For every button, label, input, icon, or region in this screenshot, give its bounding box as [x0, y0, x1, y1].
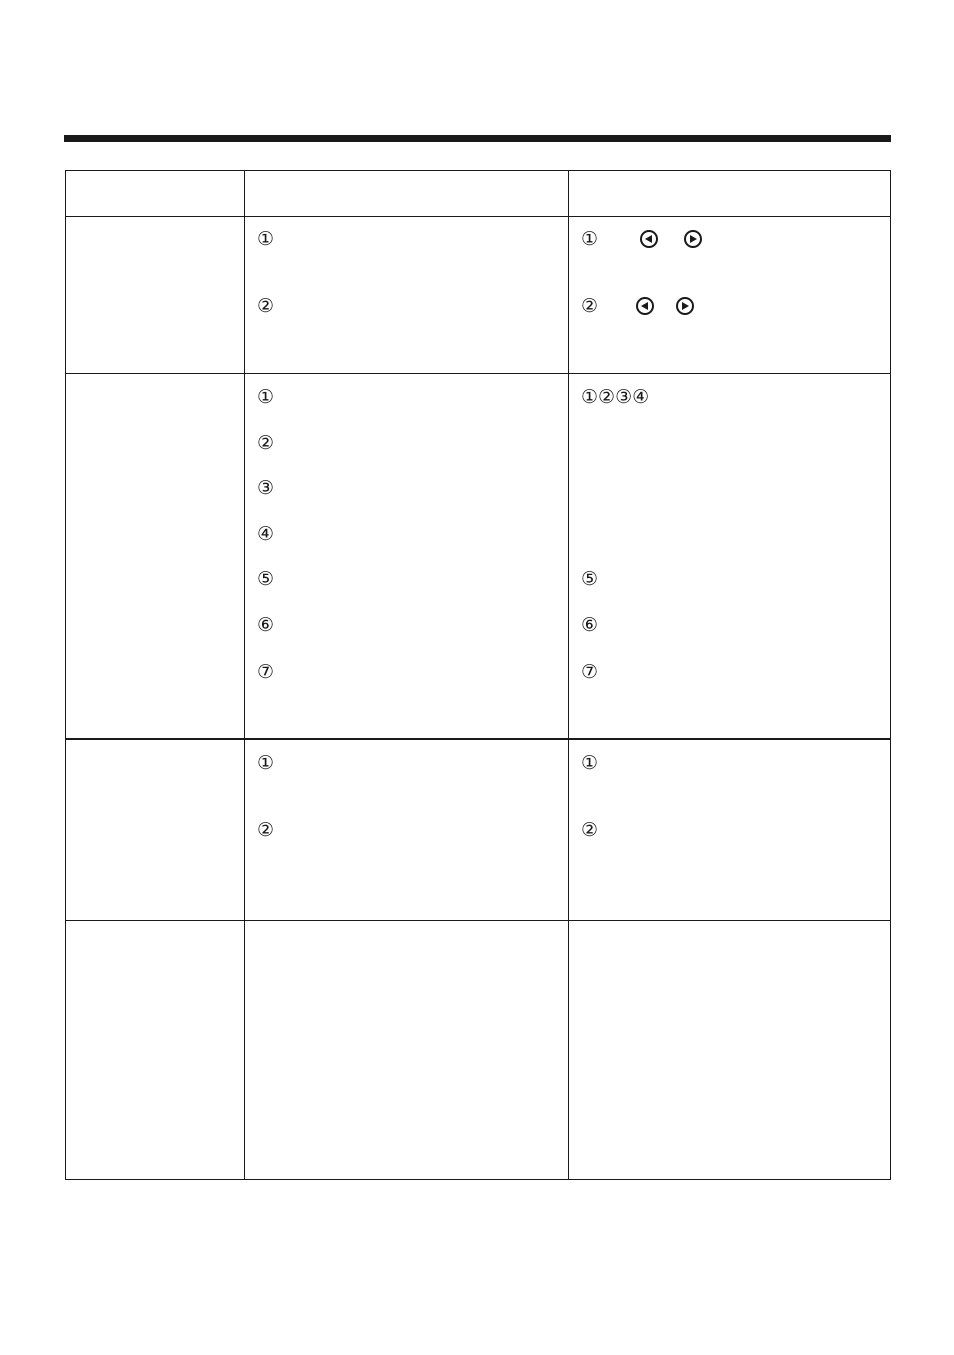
cause-item: [257, 523, 274, 545]
step-marker: ①②③④: [581, 386, 650, 408]
step-marker: ①: [257, 752, 275, 774]
step-marker: ②: [581, 819, 599, 841]
left-arrow-button-icon: [636, 297, 654, 315]
header-cell-problem: [66, 171, 244, 216]
table-row: [65, 374, 891, 738]
cause-item: [257, 568, 274, 590]
step-marker: ②: [581, 295, 599, 317]
cause-item: [257, 295, 274, 317]
step-marker: ⑦: [581, 661, 599, 683]
table-row: [65, 740, 891, 920]
cause-item: [257, 819, 274, 841]
step-marker: ①: [257, 228, 275, 250]
step-marker: ②: [257, 295, 275, 317]
header-cell-cause: [245, 171, 568, 216]
remedy-item: [581, 295, 694, 317]
header-cell-remedy: [569, 171, 890, 216]
cause-item: [257, 661, 274, 683]
cause-item: [257, 432, 274, 454]
step-marker: ①: [257, 386, 275, 408]
remedy-item: [581, 661, 598, 683]
cause-item: [257, 614, 274, 636]
step-marker: ②: [257, 432, 275, 454]
step-marker: ⑦: [257, 661, 275, 683]
table-border-bottom: [65, 1179, 891, 1180]
remedy-item: [581, 568, 598, 590]
right-arrow-button-icon: [676, 297, 694, 315]
right-arrow-button-icon: [684, 230, 702, 248]
step-marker: ⑤: [581, 568, 599, 590]
remedy-item: [581, 228, 702, 250]
step-marker: ⑥: [257, 614, 275, 636]
cause-item: [257, 228, 274, 250]
step-marker: ③: [257, 477, 275, 499]
remedy-item: [581, 819, 598, 841]
remedy-item: [581, 386, 649, 408]
step-marker: ④: [257, 523, 275, 545]
header-rule: [64, 135, 891, 142]
left-arrow-button-icon: [640, 230, 658, 248]
step-marker: ①: [581, 752, 599, 774]
cause-item: [257, 752, 274, 774]
remedy-item: [581, 752, 598, 774]
step-marker: ⑥: [581, 614, 599, 636]
table-row: [65, 921, 891, 1179]
remedy-item: [581, 614, 598, 636]
table-row: [65, 217, 891, 373]
step-marker: ②: [257, 819, 275, 841]
cause-item: [257, 386, 274, 408]
cause-item: [257, 477, 274, 499]
step-marker: ⑤: [257, 568, 275, 590]
step-marker: ①: [581, 228, 599, 250]
troubleshooting-table: [65, 170, 891, 1180]
